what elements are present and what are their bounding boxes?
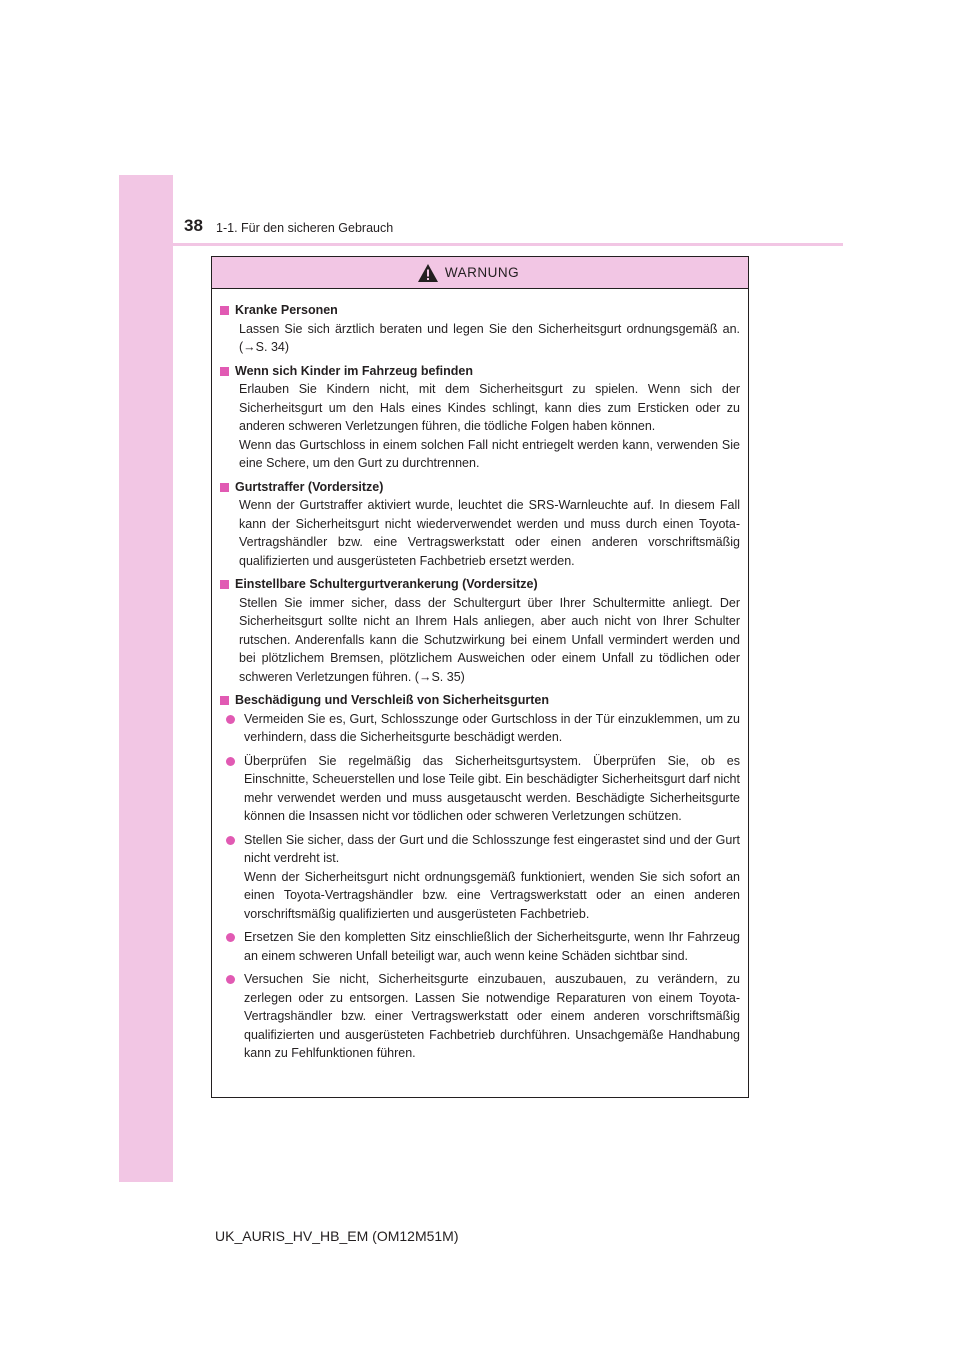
document-id: UK_AURIS_HV_HB_EM (OM12M51M) <box>215 1228 459 1244</box>
bullet-text: Vermeiden Sie es, Gurt, Schlosszunge oder Gurtschloss in der Tür einzuklemmen, um zu verhindern, dass die Sicherheitsgurte beschädigt werden. <box>244 711 740 744</box>
item-heading-row <box>220 362 740 381</box>
bullet-item <box>226 928 740 965</box>
item-heading-row <box>220 301 740 320</box>
square-bullet-icon <box>220 696 229 705</box>
square-bullet-icon <box>220 367 229 376</box>
circle-bullet-icon <box>226 836 235 845</box>
item-heading: Gurtstraffer (Vordersitze) <box>235 479 384 494</box>
item-heading: Einstellbare Schultergurtverankerung (Vordersitze) <box>235 577 538 591</box>
item-heading-row <box>220 478 740 497</box>
bullet-item <box>226 970 740 1063</box>
item-text: Stellen Sie immer sicher, dass der Schultergurt über Ihrer Schultermitte anliegt. Der Sicherheitsgurt sollte nicht an Ihrem Hals anliegen, aber auch nicht von Ihrer Schulter rutschen. Anderenfalls kann die Schutzwirkung bei einem Unfall vermindert werden und bei plötzlichem Bremsen, plötzlichem Ausweichen oder einem Unfall zu tödlichen oder schweren Verletzungen führen. (→S. 35) <box>239 595 740 684</box>
bullet-text: Versuchen Sie nicht, Sicherheitsgurte einzubauen, auszubauen, zu verändern, zu zerlegen oder zu entsorgen. Lassen Sie notwendige Reparaturen von einem Toyota-Vertragshändler bzw. einer Vertragswerkstatt oder einem anderen vorschriftsmäßig qualifizierten und ausgerüsteten Fachbetrieb durchführen. Unsachgemäße Handhabung kann zu Fehlfunktionen führen. <box>244 972 740 1060</box>
header-rule <box>173 243 843 246</box>
warning-triangle-icon <box>417 263 439 283</box>
warning-item <box>220 691 740 1063</box>
item-heading-row <box>220 575 740 594</box>
circle-bullet-icon <box>226 757 235 766</box>
section-title: 1-1. Für den sicheren Gebrauch <box>216 221 394 235</box>
circle-bullet-icon <box>226 715 235 724</box>
circle-bullet-icon <box>226 933 235 942</box>
square-bullet-icon <box>220 483 229 492</box>
bullet-text: Ersetzen Sie den kompletten Sitz einschließlich der Sicherheitsgurte, wenn Ihr Fahrzeug an einem schweren Unfall beteiligt war, auch wenn keine Schäden sichtbar sind. <box>244 930 740 963</box>
circle-bullet-icon <box>226 975 235 984</box>
square-bullet-icon <box>220 306 229 315</box>
item-text: Wenn der Gurtstraffer aktiviert wurde, leuchtet die SRS-Warnleuchte auf. In diesem Fall kann der Sicherheitsgurt nicht wiederverwendet werden und muss durch einen Toyota-Vertragshändler bzw. eine Vertragswerkstatt oder einen anderen vorschriftsmäßig qualifizierten und ausgerüsteten Fachbetrieb ersetzt werden. <box>239 498 740 568</box>
bullet-text: Stellen Sie sicher, dass der Gurt und die Schlosszunge fest eingerastet sind und der Gurt nicht verdreht ist. Wenn der Sicherheitsgurt nicht ordnungsgemäß funktioniert, wenden Sie sich sofort an einen Toyota-Vertragshändler bzw. eine Vertragswerkstatt oder an einen anderen vorschriftsmäßig qualifizierten und ausgerüsteten Fachbetrieb. <box>244 832 740 921</box>
bullet-item <box>226 752 740 826</box>
item-heading: Beschädigung und Verschleiß von Sicherheitsgurten <box>235 693 549 707</box>
warning-header <box>212 257 748 289</box>
page-number: 38 <box>184 216 203 235</box>
item-heading: Kranke Personen <box>235 303 338 317</box>
item-text: Lassen Sie sich ärztlich beraten und legen Sie den Sicherheitsgurt ordnungsgemäß an. (→S. 34) <box>239 321 740 354</box>
warning-item <box>220 575 740 686</box>
item-heading-row <box>220 691 740 710</box>
bullet-text: Überprüfen Sie regelmäßig das Sicherheitsgurtsystem. Überprüfen Sie, ob es Einschnitte, Scheuerstellen und lose Teile gibt. Ein beschädigter Sicherheitsgurt darf nicht mehr verwendet werden und muss ausgetauscht werden. Beschädigte Sicherheitsgurte können die Insassen nicht vor tödlichen oder schweren Verletzungen schützen. <box>244 753 740 823</box>
warning-item <box>220 362 740 473</box>
warning-title: WARNUNG <box>444 265 520 280</box>
warning-item <box>220 301 740 357</box>
bullet-item <box>226 710 740 747</box>
square-bullet-icon <box>220 580 229 589</box>
bullet-item <box>226 831 740 924</box>
warning-box <box>211 256 749 1098</box>
chapter-tab-sidebar <box>119 175 173 1182</box>
warning-body <box>212 289 748 1063</box>
warning-item <box>220 478 740 571</box>
item-heading: Wenn sich Kinder im Fahrzeug befinden <box>235 363 473 378</box>
item-text: Erlauben Sie Kindern nicht, mit dem Sicherheitsgurt zu spielen. Wenn sich der Sicherheitsgurt um den Hals eines Kindes schlingt, kann dies zum Ersticken oder zu anderen schweren Verletzungen führen, die tödliche Folgen haben können. Wenn das Gurtschloss in einem solchen Fall nicht entriegelt werden kann, verwenden Sie eine Schere, um den Gurt zu durchtrennen. <box>239 382 740 470</box>
